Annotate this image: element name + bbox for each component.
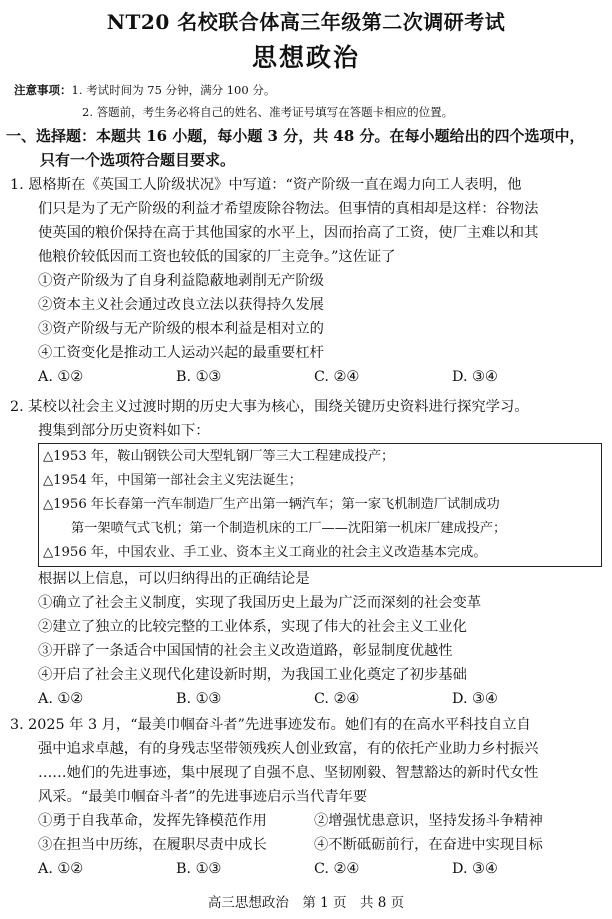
answer-options <box>10 857 606 881</box>
question-stem-line: 们只是为了无产阶级的利益才希望废除谷物法。但事情的真相却是这样：谷物法 <box>38 201 539 217</box>
question-stem-line: 使英国的粮价保持在高于其他国家的水平上，因而抬高了工资，使厂主难以和其 <box>38 225 539 241</box>
option-d: D. ③④ <box>452 369 498 385</box>
choice-statement: ②增强忧患意识，坚持发扬斗争精神 <box>314 813 543 829</box>
choice-statement: ④工资变化是推动工人运动兴起的最重要杠杆 <box>38 345 324 361</box>
choice-statement: ③开辟了一条适合中国国情的社会主义改造道路，彰显制度优越性 <box>38 643 453 659</box>
question-2 <box>10 395 606 711</box>
choice-statement: ①资产阶级为了自身利益隐蔽地剥削无产阶级 <box>38 273 324 289</box>
option-a: A. ①② <box>38 369 84 385</box>
material-line: △1956 年，中国农业、手工业、资本主义工商业的社会主义改造基本完成。 <box>43 545 487 560</box>
material-line: 第一架喷气式飞机；第一个制造机床的工厂——沈阳第一机床厂建成投产； <box>71 521 507 536</box>
option-d: D. ③④ <box>452 691 498 707</box>
answer-options <box>10 365 606 389</box>
notes-label: 注意事项： <box>14 83 72 97</box>
choice-statement: ④开启了社会主义现代化建设新时期，为我国工业化奠定了初步基础 <box>38 667 467 683</box>
choice-statement: ①勇于自我革命，发挥先锋模范作用 <box>38 813 267 829</box>
material-line: △1953 年，鞍山钢铁公司大型轧钢厂等三大工程建成投产； <box>43 449 395 464</box>
choice-statement: ④不断砥砺前行，在奋进中实现目标 <box>314 837 543 853</box>
option-b: B. ①③ <box>176 369 222 385</box>
material-line: △1954 年，中国第一部社会主义宪法诞生； <box>43 473 302 488</box>
option-c: C. ②④ <box>314 691 360 707</box>
option-a: A. ①② <box>38 691 84 707</box>
choice-row <box>10 833 606 857</box>
question-1 <box>10 173 606 389</box>
choice-statement: ②建立了独立的比较完整的工业体系，实现了伟大的社会主义工业化 <box>38 619 467 635</box>
subject-title: 思想政治 <box>251 43 360 72</box>
question-stem-line: 强中追求卓越，有的身残志坚带领残疾人创业致富，有的依托产业助力乡村振兴 <box>38 741 539 757</box>
section-line-2: 只有一个选项符合题目要求。 <box>40 151 236 169</box>
option-c: C. ②④ <box>314 369 360 385</box>
question-stem-line: 2. 某校以社会主义过渡时期的历史大事为核心，围绕关键历史资料进行探究学习。 <box>10 399 529 415</box>
option-b: B. ①③ <box>176 691 222 707</box>
option-c: C. ②④ <box>314 861 360 877</box>
note-1: 注意事项：1. 考试时间为 75 分钟，满分 100 分。 <box>14 83 276 97</box>
option-b: B. ①③ <box>176 861 222 877</box>
answer-options <box>10 687 606 711</box>
option-d: D. ③④ <box>452 861 498 877</box>
question-stem-line: 3. 2025 年 3 月，“最美巾帼奋斗者”先进事迹发布。她们有的在高水平科技自立自 <box>10 717 531 733</box>
option-a: A. ①② <box>38 861 84 877</box>
choice-statement: ②资本主义社会通过改良立法以获得持久发展 <box>38 297 324 313</box>
material-line: △1956 年长春第一汽车制造厂生产出第一辆汽车；第一家飞机制造厂试制成功 <box>43 497 500 512</box>
section-heading <box>6 124 606 172</box>
history-material-box <box>38 443 602 567</box>
choice-statement: ③在担当中历练，在履职尽责中成长 <box>38 837 267 853</box>
choice-statement: ③资产阶级与无产阶级的根本利益是相对立的 <box>38 321 324 337</box>
section-line-1: 一、选择题：本题共 16 小题，每小题 3 分，共 48 分。在每小题给出的四个选项中， <box>6 127 585 145</box>
exam-title: NT20 名校联合体高三年级第二次调研考试 <box>106 10 506 34</box>
question-stem-line: 他粮价较低因而工资也较低的国家的厂主竞争。”这佐证了 <box>38 249 396 265</box>
choice-statement: ①确立了社会主义制度，实现了我国历史上最为广泛而深刻的社会变革 <box>38 595 482 611</box>
notes <box>14 79 453 123</box>
question-stem-line: 搜集到部分历史资料如下： <box>38 423 210 439</box>
choice-row <box>10 809 606 833</box>
note-2: 2. 答题前，考生务必将自己的姓名、准考证号填写在答题卡相应的位置。 <box>82 105 454 119</box>
question-stem-line: ……她们的先进事迹，集中展现了自强不息、坚韧刚毅、智慧豁达的新时代女性 <box>38 765 539 781</box>
page-footer: 高三思想政治 第 1 页 共 8 页 <box>207 895 405 911</box>
question-stem-line: 风采。“最美巾帼奋斗者”的先进事迹启示当代青年要 <box>38 789 368 805</box>
question-prompt: 根据以上信息，可以归纳得出的正确结论是 <box>38 571 310 587</box>
question-stem-line: 1. 恩格斯在《英国工人阶级状况》中写道：“资产阶级一直在竭力向工人表明，他 <box>10 177 522 193</box>
question-3 <box>10 713 606 881</box>
